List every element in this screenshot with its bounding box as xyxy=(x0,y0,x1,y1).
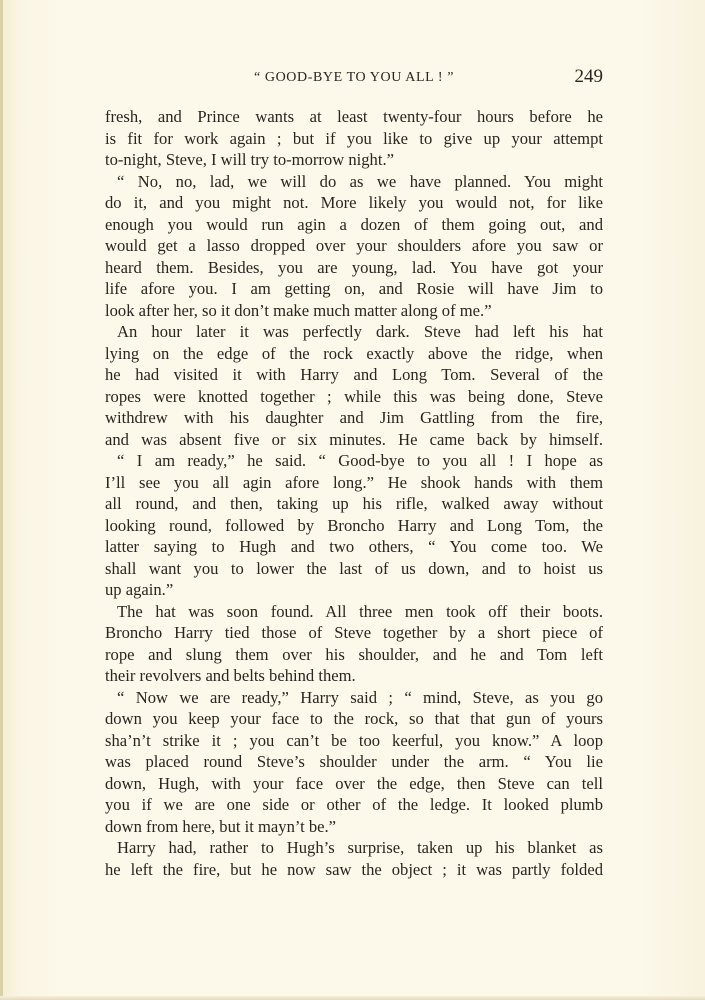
text-line: I’ll see you all agin afore long.” He shook hands with them xyxy=(105,472,603,492)
text-line: lying on the edge of the rock exactly above the ridge, when xyxy=(105,343,603,363)
text-line: rope and slung them over his shoulder, and he and Tom left xyxy=(105,644,603,664)
text-line: would get a lasso dropped over your shoulders afore you saw or xyxy=(105,236,603,255)
text-line: latter saying to Hugh and two others, “ You come too. We xyxy=(105,537,603,556)
text-line: An hour later it was perfectly dark. Steve had left his hat xyxy=(117,322,603,341)
text-line: he had visited it with Harry and Long Tom. Several of the xyxy=(105,365,603,384)
text-line: Harry had, rather to Hugh’s surprise, taken up his blanket as xyxy=(117,838,603,857)
text-line: “ Now we are ready,” Harry said ; “ mind, Steve, as you go xyxy=(117,687,603,707)
text-line: was placed round Steve’s shoulder under the arm. “ You lie xyxy=(105,752,603,771)
text-line: sha’n’t strike it ; you can’t be too keerful, you know.” A loop xyxy=(105,730,603,750)
text-line: he left the fire, but he now saw the object ; it was partly folded xyxy=(105,859,603,879)
text-line: heard them. Besides, you are young, lad. You have got your xyxy=(105,257,603,277)
text-line: their revolvers and belts behind them. xyxy=(105,666,356,685)
text-line: withdrew with his daughter and Jim Gattling from the fire, xyxy=(105,408,603,427)
text-line: shall want you to lower the last of us down, and to hoist us xyxy=(105,558,603,578)
text-line: enough you would run agin a dozen of them going out, and xyxy=(105,214,603,234)
text-line: and was absent five or six minutes. He came back by himself. xyxy=(105,429,603,449)
text-line: Broncho Harry tied those of Steve together by a short piece of xyxy=(105,623,603,642)
text-line: all round, and then, taking up his rifle, walked away without xyxy=(105,494,603,513)
text-line: to-night, Steve, I will try to-morrow night.” xyxy=(105,150,394,169)
text-line: look after her, so it don’t make much matter along of me.” xyxy=(105,300,492,320)
text-line: looking round, followed by Broncho Harry and Long Tom, the xyxy=(105,515,603,535)
text-line: life afore you. I am getting on, and Rosie will have Jim to xyxy=(105,279,603,298)
body-text xyxy=(105,106,603,880)
text-line: “ I am ready,” he said. “ Good-bye to you all ! I hope as xyxy=(117,451,603,470)
text-line: “ No, no, lad, we will do as we have planned. You might xyxy=(117,171,603,191)
text-line: is fit for work again ; but if you like to give up your attempt xyxy=(105,128,603,148)
text-line: down you keep your face to the rock, so that that gun of yours xyxy=(105,709,603,728)
text-line: you if we are one side or other of the ledge. It looked plumb xyxy=(105,795,603,814)
running-head xyxy=(105,66,603,92)
text-line: up again.” xyxy=(105,580,174,599)
text-line: ropes were knotted together ; while this was being done, Steve xyxy=(105,386,603,406)
text-line: fresh, and Prince wants at least twenty-four hours before he xyxy=(105,107,603,126)
binding-edge xyxy=(0,0,3,1000)
page-bottom-edge xyxy=(0,996,705,1000)
text-line: down, Hugh, with your face over the edge, then Steve can tell xyxy=(105,773,603,793)
running-title: “ GOOD-BYE TO YOU ALL ! ” xyxy=(253,70,455,85)
page-number: 249 xyxy=(574,66,603,87)
text-line: down from here, but it mayn’t be.” xyxy=(105,816,337,836)
text-line: The hat was soon found. All three men took off their boots. xyxy=(117,601,603,621)
text-line: do it, and you might not. More likely you would not, for like xyxy=(105,193,603,212)
